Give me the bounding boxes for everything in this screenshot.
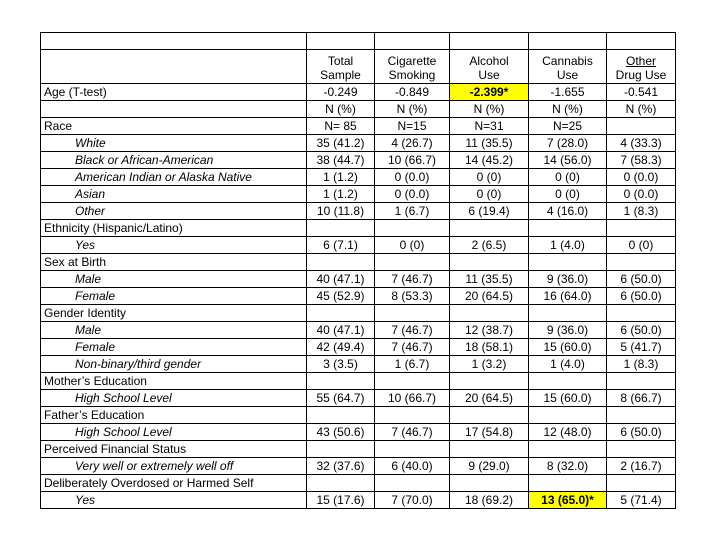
column-header-total-sample: Total Sample	[307, 50, 375, 84]
table-cell	[607, 475, 676, 492]
table-cell	[607, 118, 676, 135]
table-cell: 32 (37.6)	[307, 458, 375, 475]
table-cell: 35 (41.2)	[307, 135, 375, 152]
table-cell: 14 (56.0)	[529, 152, 607, 169]
blank-cell	[41, 33, 307, 50]
section-row	[41, 254, 676, 271]
table-row	[41, 135, 676, 152]
row-label: Other	[41, 203, 307, 220]
table-row	[41, 492, 676, 509]
table-cell: 0 (0)	[529, 186, 607, 203]
row-label: Non-binary/third gender	[41, 356, 307, 373]
table-cell	[375, 441, 450, 458]
table-cell: 20 (64.5)	[450, 288, 529, 305]
table-cell	[607, 407, 676, 424]
section-label: Sex at Birth	[41, 254, 307, 271]
header-blank-cell	[41, 50, 307, 84]
table-row	[41, 186, 676, 203]
table-cell: 1 (3.2)	[450, 356, 529, 373]
section-label: Father’s Education	[41, 407, 307, 424]
table-cell	[529, 373, 607, 390]
table-cell: 2 (16.7)	[607, 458, 676, 475]
table-cell	[375, 475, 450, 492]
table-cell: 8 (53.3)	[375, 288, 450, 305]
section-row	[41, 407, 676, 424]
table-cell	[307, 373, 375, 390]
section-row	[41, 220, 676, 237]
table-cell	[607, 254, 676, 271]
section-label: Race	[41, 118, 307, 135]
table-cell: -0.849	[375, 84, 450, 101]
table-cell: 0 (0.0)	[375, 186, 450, 203]
table-row	[41, 288, 676, 305]
section-row	[41, 305, 676, 322]
row-label: Very well or extremely well off	[41, 458, 307, 475]
section-label: Gender Identity	[41, 305, 307, 322]
table-cell	[450, 441, 529, 458]
table-cell: 11 (35.5)	[450, 271, 529, 288]
row-label: Age (T-test)	[41, 84, 307, 101]
table-cell: 6 (50.0)	[607, 424, 676, 441]
table-cell: 40 (47.1)	[307, 271, 375, 288]
table-cell: 43 (50.6)	[307, 424, 375, 441]
table-cell: 12 (48.0)	[529, 424, 607, 441]
table-cell	[529, 407, 607, 424]
table-cell: 0 (0)	[450, 186, 529, 203]
table-cell: -0.541	[607, 84, 676, 101]
table-cell	[450, 220, 529, 237]
row-label: Female	[41, 339, 307, 356]
table-cell: -1.655	[529, 84, 607, 101]
table-cell	[307, 254, 375, 271]
section-label: Ethnicity (Hispanic/Latino)	[41, 220, 307, 237]
table-cell: 0 (0)	[450, 169, 529, 186]
table-cell: 16 (64.0)	[529, 288, 607, 305]
table-cell: 6 (50.0)	[607, 271, 676, 288]
table-cell: 17 (54.8)	[450, 424, 529, 441]
table-cell: 0 (0.0)	[375, 169, 450, 186]
table-cell: 5 (41.7)	[607, 339, 676, 356]
table-cell: 12 (38.7)	[450, 322, 529, 339]
section-row	[41, 118, 676, 135]
table-cell	[529, 220, 607, 237]
table-row	[41, 237, 676, 254]
table-cell: 1 (6.7)	[375, 203, 450, 220]
table-cell	[450, 254, 529, 271]
column-header-other-drug-use: Other Drug Use	[607, 50, 676, 84]
table-cell: 15 (60.0)	[529, 339, 607, 356]
table-cell: 1 (4.0)	[529, 237, 607, 254]
table-cell: 1 (8.3)	[607, 203, 676, 220]
table-cell: N (%)	[450, 101, 529, 118]
table-cell: 0 (0)	[375, 237, 450, 254]
table-cell: N (%)	[307, 101, 375, 118]
table-cell: 9 (36.0)	[529, 322, 607, 339]
table-cell: 6 (50.0)	[607, 322, 676, 339]
table-cell: 18 (58.1)	[450, 339, 529, 356]
table-cell: N (%)	[529, 101, 607, 118]
table-cell: 7 (46.7)	[375, 424, 450, 441]
table-cell: 2 (6.5)	[450, 237, 529, 254]
table-cell: 4 (16.0)	[529, 203, 607, 220]
table-cell: N=15	[375, 118, 450, 135]
section-label: Mother’s Education	[41, 373, 307, 390]
row-label	[41, 101, 307, 118]
table-cell: 6 (19.4)	[450, 203, 529, 220]
table-row	[41, 203, 676, 220]
table-cell: N= 85	[307, 118, 375, 135]
table-cell: 0 (0)	[529, 169, 607, 186]
blank-cell	[607, 33, 676, 50]
table-cell	[529, 305, 607, 322]
table-cell	[607, 305, 676, 322]
row-label: Yes	[41, 492, 307, 509]
column-header-cigarette-smoking: Cigarette Smoking	[375, 50, 450, 84]
table-cell: 1 (4.0)	[529, 356, 607, 373]
table-cell: N=31	[450, 118, 529, 135]
blank-cell	[307, 33, 375, 50]
table-cell: 5 (71.4)	[607, 492, 676, 509]
table-cell: 15 (60.0)	[529, 390, 607, 407]
table-cell	[307, 475, 375, 492]
table-cell: 14 (45.2)	[450, 152, 529, 169]
row-label: Asian	[41, 186, 307, 203]
column-header-alcohol-use: Alcohol Use	[450, 50, 529, 84]
table-cell	[450, 407, 529, 424]
section-label: Deliberately Overdosed or Harmed Self	[41, 475, 307, 492]
n-percent-row	[41, 101, 676, 118]
table-cell: 3 (3.5)	[307, 356, 375, 373]
table-cell: 7 (70.0)	[375, 492, 450, 509]
blank-cell	[375, 33, 450, 50]
section-label: Perceived Financial Status	[41, 441, 307, 458]
table-cell: 1 (8.3)	[607, 356, 676, 373]
table-row	[41, 169, 676, 186]
blank-cell	[529, 33, 607, 50]
row-label: Male	[41, 322, 307, 339]
table-cell: 7 (46.7)	[375, 322, 450, 339]
table-cell	[307, 220, 375, 237]
table-cell	[375, 220, 450, 237]
table-cell: 6 (50.0)	[607, 288, 676, 305]
table-cell: 4 (26.7)	[375, 135, 450, 152]
table-cell: N (%)	[607, 101, 676, 118]
table-cell: 1 (1.2)	[307, 186, 375, 203]
table-cell	[375, 305, 450, 322]
table-cell	[307, 441, 375, 458]
table-row	[41, 322, 676, 339]
table-cell	[529, 475, 607, 492]
results-table	[40, 32, 676, 509]
table-cell: 18 (69.2)	[450, 492, 529, 509]
row-label: High School Level	[41, 424, 307, 441]
table-cell: 20 (64.5)	[450, 390, 529, 407]
table-cell: 0 (0.0)	[607, 186, 676, 203]
table-cell: -0.249	[307, 84, 375, 101]
table-row	[41, 424, 676, 441]
table-cell: 1 (6.7)	[375, 356, 450, 373]
table-row	[41, 152, 676, 169]
table-cell	[375, 407, 450, 424]
row-label: White	[41, 135, 307, 152]
table-row	[41, 339, 676, 356]
table-cell	[607, 441, 676, 458]
table-cell	[529, 254, 607, 271]
table-cell: 7 (46.7)	[375, 339, 450, 356]
table-cell	[307, 407, 375, 424]
table-cell	[375, 254, 450, 271]
row-label: Female	[41, 288, 307, 305]
table-cell: 8 (32.0)	[529, 458, 607, 475]
table-cell: 7 (58.3)	[607, 152, 676, 169]
table-cell	[450, 373, 529, 390]
table-cell-highlighted: -2.399*	[450, 84, 529, 101]
table-cell-highlighted: 13 (65.0)*	[529, 492, 607, 509]
table-cell: 8 (66.7)	[607, 390, 676, 407]
table-cell: 1 (1.2)	[307, 169, 375, 186]
table-cell: 45 (52.9)	[307, 288, 375, 305]
table-cell: 42 (49.4)	[307, 339, 375, 356]
column-header-row	[41, 50, 676, 84]
table-cell: 4 (33.3)	[607, 135, 676, 152]
table-row	[41, 458, 676, 475]
row-label: High School Level	[41, 390, 307, 407]
table-cell: 55 (64.7)	[307, 390, 375, 407]
table-cell: N=25	[529, 118, 607, 135]
table-cell	[450, 475, 529, 492]
table-cell: 38 (44.7)	[307, 152, 375, 169]
row-label: American Indian or Alaska Native	[41, 169, 307, 186]
table-cell: 10 (11.8)	[307, 203, 375, 220]
table-cell: N (%)	[375, 101, 450, 118]
table-cell	[450, 305, 529, 322]
table-cell	[375, 373, 450, 390]
table-row	[41, 271, 676, 288]
row-label: Yes	[41, 237, 307, 254]
blank-top-row	[41, 33, 676, 50]
table-cell: 40 (47.1)	[307, 322, 375, 339]
table-cell: 9 (36.0)	[529, 271, 607, 288]
row-label: Black or African-American	[41, 152, 307, 169]
table-cell: 15 (17.6)	[307, 492, 375, 509]
table-cell: 9 (29.0)	[450, 458, 529, 475]
section-row	[41, 373, 676, 390]
row-label: Male	[41, 271, 307, 288]
section-row	[41, 441, 676, 458]
age-row	[41, 84, 676, 101]
column-header-cannabis-use: Cannabis Use	[529, 50, 607, 84]
table-cell: 7 (46.7)	[375, 271, 450, 288]
table-cell: 6 (40.0)	[375, 458, 450, 475]
table-cell	[607, 220, 676, 237]
table-cell: 0 (0)	[607, 237, 676, 254]
blank-cell	[450, 33, 529, 50]
table-row	[41, 390, 676, 407]
table-cell	[607, 373, 676, 390]
table-cell	[307, 305, 375, 322]
table-cell	[529, 441, 607, 458]
table-cell: 10 (66.7)	[375, 152, 450, 169]
section-row	[41, 475, 676, 492]
table-cell: 7 (28.0)	[529, 135, 607, 152]
table-row	[41, 356, 676, 373]
table-cell: 10 (66.7)	[375, 390, 450, 407]
table-cell: 11 (35.5)	[450, 135, 529, 152]
table-cell: 6 (7.1)	[307, 237, 375, 254]
table-cell: 0 (0.0)	[607, 169, 676, 186]
